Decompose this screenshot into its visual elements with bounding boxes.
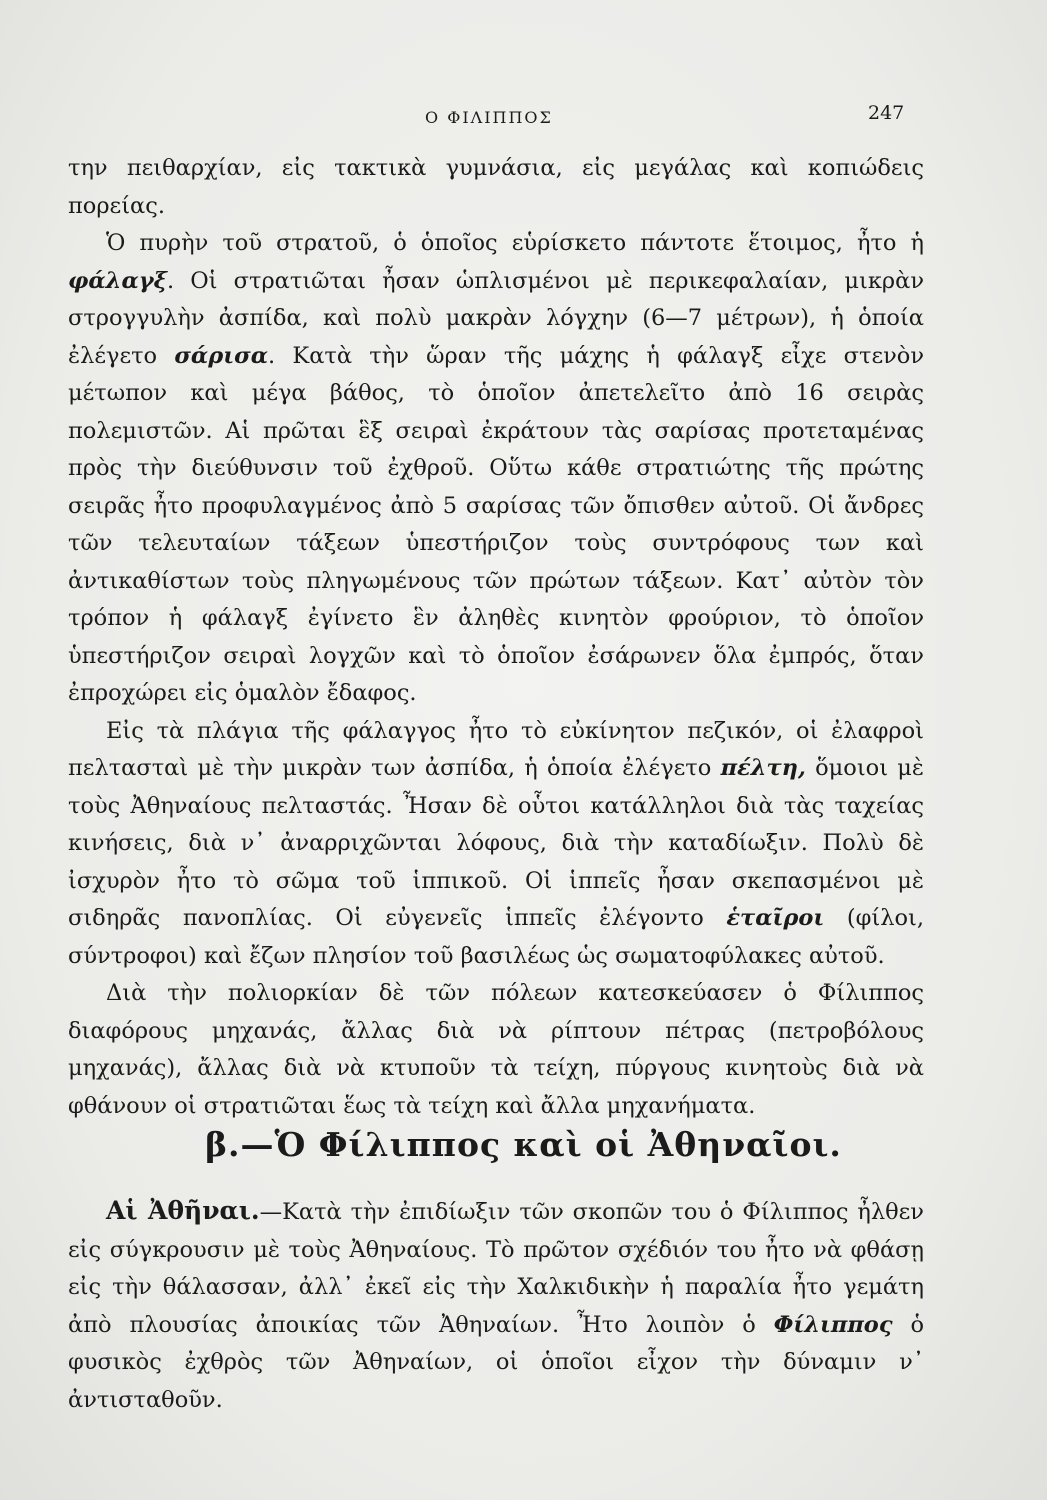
- main-text: [68, 150, 924, 1125]
- section-text: [68, 1192, 924, 1419]
- paragraph-text: ὁ φυσικὸς ἐχθρὸς τῶν Ἀθηναίων, οἱ ὁποῖοι εἶχον τὴν δύναμιν ν᾽ ἀντισταθοῦν.: [68, 1311, 924, 1413]
- running-head: Ο ΦΙΛΙΠΠΟΣ: [425, 108, 553, 127]
- paragraph-text: . Κατὰ τὴν ὥραν τῆς μάχης ἡ φάλαγξ εἶχε στενὸν μέτωπον καὶ μέγα βάθος, τὸ ὁποῖον ἀπετελεῖτο ἀπὸ 16 σειρὰς πολεμιστῶν. Αἱ πρῶται ἓξ σειραὶ ἐκράτουν τὰς σαρίσας προτεταμένας πρὸς τὴν διεύθυνσιν τοῦ ἐχθροῦ. Οὕτω κάθε στρατιώτης τῆς πρώτης σειρᾶς ἦτο προφυλαγμένος ἀπὸ 5 σαρίσας τῶν ὄπισθεν αὐτοῦ. Οἱ ἄνδρες τῶν τελευταίων τάξεων ὑπεστήριζον τοὺς συντρόφους των καὶ ἀντικαθίστων τοὺς πληγωμένους τῶν πρώτων τάξεων. Κατ᾽ αὐτὸν τὸν τρόπον ἡ φάλαγξ ἐγίνετο ἓν ἀληθὲς κινητὸν φρούριον, τὸ ὁποῖον ὑπεστήριζον σειραὶ λογχῶν καὶ τὸ ὁποῖον ἐσάρωνεν ὅλα ἐμπρός, ὅταν ἐπροχώρει εἰς ὁμαλὸν ἔδαφος.: [68, 342, 924, 706]
- term-hetairoi: ἑταῖροι: [726, 905, 825, 931]
- paragraph-3: [68, 713, 924, 976]
- section-heading: β.—Ὁ Φίλιππος καὶ οἱ Ἀθηναῖοι.: [205, 1125, 842, 1164]
- paragraph-text: ὅμοιοι μὲ τοὺς Ἀθηναίους πελταστάς. Ἦσαν δὲ οὗτοι κατάλληλοι διὰ τὰς ταχείας κινήσεις, διὰ ν᾽ ἀναρριχῶνται λόφους, διὰ τὴν καταδίωξιν. Πολὺ δὲ ἰσχυρὸν ἦτο τὸ σῶμα τοῦ ἱππικοῦ. Οἱ ἱππεῖς ἦσαν σκεπασμένοι μὲ σιδηρᾶς πανοπλίας. Οἱ εὐγενεῖς ἱππεῖς ἐλέγοντο: [68, 755, 924, 931]
- paragraph-5: [68, 1192, 924, 1419]
- term-philippos: Φίλιππος: [773, 1311, 893, 1338]
- term-pelte: πέλτη,: [720, 755, 806, 781]
- paragraph-text: —Κατὰ τὴν ἐπιδίωξιν τῶν σκοπῶν του ὁ Φίλιππος ἦλθεν εἰς σύγκρουσιν μὲ τοὺς Ἀθηναίους. Τὸ πρῶτον σχέδιόν του ἦτο νὰ φθάσῃ εἰς τὴν θάλασσαν, ἀλλ᾽ ἐκεῖ εἰς τὴν Χαλκιδικὴν ἡ παραλία ἦτο γεμάτη ἀπὸ πλουσίας ἀποικίας τῶν Ἀθηναίων. Ἦτο λοιπὸν ὁ: [68, 1199, 924, 1338]
- paragraph-text: Διὰ τὴν πολιορκίαν δὲ τῶν πόλεων κατεσκεύασεν ὁ Φίλιππος διαφόρους μηχανάς, ἄλλας διὰ νὰ ρίπτουν πέτρας (πετροβόλους μηχανάς), ἄλλας διὰ νὰ κτυποῦν τὰ τείχη, πύργους κινητοὺς διὰ νὰ φθάνουν οἱ στρατιῶται ἕως τὰ τείχη καὶ ἄλλα μηχανήματα.: [68, 980, 924, 1119]
- page-number: 247: [868, 102, 905, 124]
- paragraph-1: [68, 150, 924, 225]
- run-in-heading: Αἱ Ἀθῆναι.: [106, 1196, 260, 1225]
- paragraph-text: την πειθαρχίαν, εἰς τακτικὰ γυμνάσια, εἰς μεγάλας καὶ κοπιώδεις πορείας.: [68, 155, 924, 219]
- page-header: [0, 100, 1047, 130]
- paragraph-4: [68, 975, 924, 1125]
- paragraph-text: Ὁ πυρὴν τοῦ στρατοῦ, ὁ ὁποῖος εὑρίσκετο πάντοτε ἕτοιμος, ἦτο ἡ: [106, 230, 924, 256]
- paragraph-text: Εἰς τὰ πλάγια τῆς φάλαγγος ἦτο τὸ εὐκίνητον πεζικόν, οἱ ἐλαφροὶ πελτασταὶ μὲ τὴν μικρὰν των ἀσπίδα, ἡ ὁποία ἐλέγετο: [68, 717, 924, 781]
- paragraph-2: [68, 225, 924, 713]
- term-sarisa: σάρισα: [174, 342, 269, 369]
- term-phalanx: φάλαγξ: [68, 267, 167, 294]
- paragraph-text: . Οἱ στρατιῶται ἦσαν ὡπλισμένοι μὲ περικεφαλαίαν, μικρὰν στρογγυλὴν ἀσπίδα, καὶ πολὺ μακρὰν λόγχην (6—7 μέτρων), ἡ ὁποία ἐλέγετο: [68, 267, 924, 369]
- paragraph-text: (φίλοι, σύντροφοι) καὶ ἔζων πλησίον τοῦ βασιλέως ὡς σωματοφύλακες αὐτοῦ.: [68, 905, 924, 969]
